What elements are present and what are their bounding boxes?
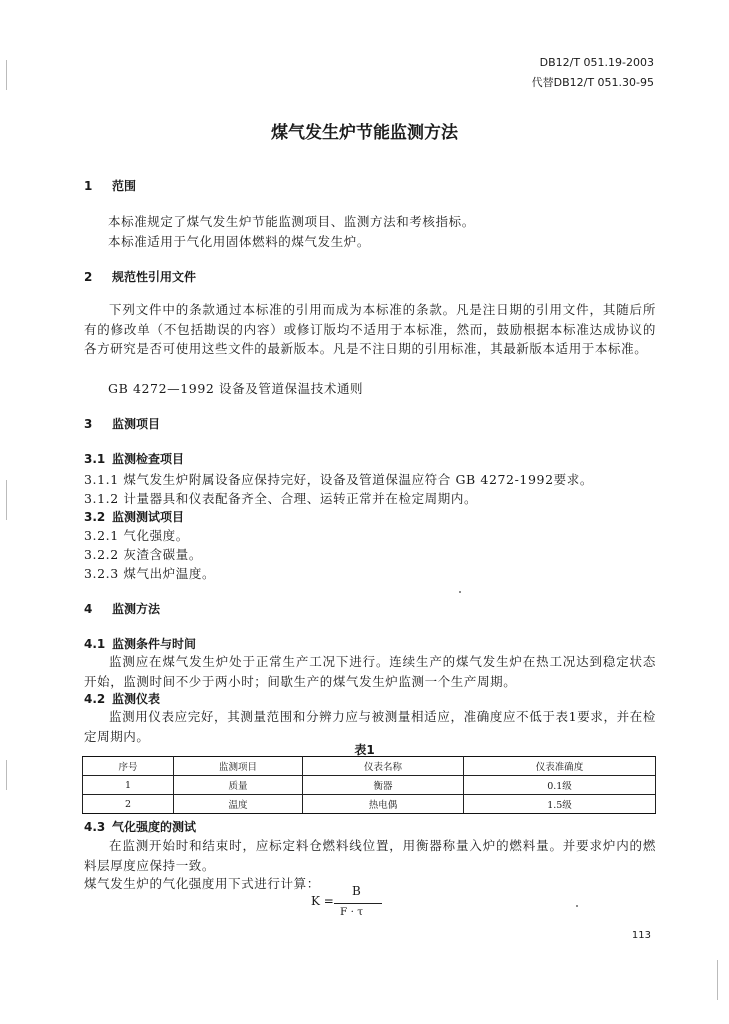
column-header: 仪表准确度	[464, 757, 656, 776]
replaces-standard: 代替DB12/T 051.30-95	[531, 76, 654, 89]
section-title: 监测方法	[112, 602, 161, 616]
section-number: 4.3	[84, 820, 106, 834]
fraction-bar	[334, 903, 382, 904]
column-header: 监测项目	[174, 757, 303, 776]
section-title: 监测测试项目	[112, 510, 185, 524]
paragraph: 监测应在煤气发生炉处于正常生产工况下进行。连续生产的煤气发生炉在热工况达到稳定状态开始，监测时间不少于两小时；间歇生产的煤气发生炉监测一个生产周期。	[84, 654, 656, 689]
paragraph: 在监测开始时和结束时，应标定料仓燃料线位置，用衡器称量入炉的燃料量。并要求炉内的燃料层厚度应保持一致。	[84, 838, 656, 873]
table-cell: 2	[83, 795, 174, 814]
page-number: 113	[631, 930, 651, 941]
scan-mark	[6, 760, 7, 790]
section-title: 范围	[112, 179, 137, 193]
table-header-row	[83, 757, 656, 776]
table-cell: 1.5级	[464, 795, 656, 814]
table-row	[83, 795, 656, 814]
paragraph: 本标准适用于气化用固体燃料的煤气发生炉。	[108, 234, 371, 249]
reference-item: GB 4272—1992 设备及管道保温技术通则	[108, 381, 364, 396]
subsection-heading	[84, 450, 184, 467]
scan-speck	[459, 591, 461, 593]
list-item: 3.1.2 计量器具和仪表配备齐全、合理、运转正常并在检定周期内。	[84, 491, 478, 506]
section-number: 1	[84, 179, 93, 193]
table-cell: 温度	[174, 795, 303, 814]
instrument-table	[82, 756, 656, 814]
section-title: 监测条件与时间	[112, 637, 197, 651]
subsection-heading	[84, 508, 184, 525]
subsection-heading	[84, 690, 160, 707]
page-title: 煤气发生炉节能监测方法	[271, 123, 458, 143]
section-3-heading	[84, 415, 160, 432]
table-row	[83, 776, 656, 795]
formula-denominator: F · τ	[340, 906, 364, 918]
table-cell: 热电偶	[303, 795, 464, 814]
list-item: 3.1.1 煤气发生炉附属设备应保持完好，设备及管道保温应符合 GB 4272-1992要求。	[84, 472, 593, 487]
table-cell: 0.1级	[464, 776, 656, 795]
scan-mark	[717, 960, 718, 1000]
paragraph: 监测用仪表应完好，其测量范围和分辨力应与被测量相适应，准确度应不低于表1要求，并在检定周期内。	[84, 709, 656, 744]
table-cell: 1	[83, 776, 174, 795]
list-item: 3.2.3 煤气出炉温度。	[84, 566, 216, 581]
paragraph: 本标准规定了煤气发生炉节能监测项目、监测方法和考核指标。	[108, 214, 475, 229]
formula-lhs: K =	[311, 894, 334, 908]
section-number: 2	[84, 270, 93, 284]
section-number: 4.1	[84, 637, 106, 651]
subsection-heading	[84, 635, 196, 652]
scan-mark	[6, 480, 7, 520]
section-title: 监测仪表	[112, 692, 161, 706]
section-2-heading	[84, 268, 196, 285]
section-number: 4.2	[84, 692, 106, 706]
table-caption: 表1	[354, 743, 375, 757]
standard-code: DB12/T 051.19-2003	[539, 56, 654, 69]
subsection-heading	[84, 818, 196, 835]
list-item: 3.2.2 灰渣含碳量。	[84, 547, 202, 562]
section-number: 3.2	[84, 510, 106, 524]
section-number: 3	[84, 417, 93, 431]
table-cell: 质量	[174, 776, 303, 795]
section-title: 监测检查项目	[112, 452, 185, 466]
section-number: 3.1	[84, 452, 106, 466]
table-cell: 衡器	[303, 776, 464, 795]
section-title: 气化强度的测试	[112, 820, 197, 834]
section-title: 规范性引用文件	[112, 270, 197, 284]
list-item: 3.2.1 气化强度。	[84, 528, 189, 543]
section-4-heading	[84, 600, 160, 617]
formula-numerator: B	[352, 884, 361, 898]
column-header: 序号	[83, 757, 174, 776]
scan-mark	[6, 60, 7, 90]
section-number: 4	[84, 602, 93, 616]
section-title: 监测项目	[112, 417, 161, 431]
section-1-heading	[84, 177, 136, 194]
column-header: 仪表名称	[303, 757, 464, 776]
scan-speck	[576, 905, 578, 907]
paragraph: 煤气发生炉的气化强度用下式进行计算：	[84, 876, 320, 891]
paragraph: 下列文件中的条款通过本标准的引用而成为本标准的条款。凡是注日期的引用文件，其随后所有的修改单（不包括勘误的内容）或修订版均不适用于本标准，然而，鼓励根据本标准达成协议的各方研究是否可使用这些文件的最新版本。凡是不注日期的引用标准，其最新版本适用于本标准。	[84, 302, 656, 356]
